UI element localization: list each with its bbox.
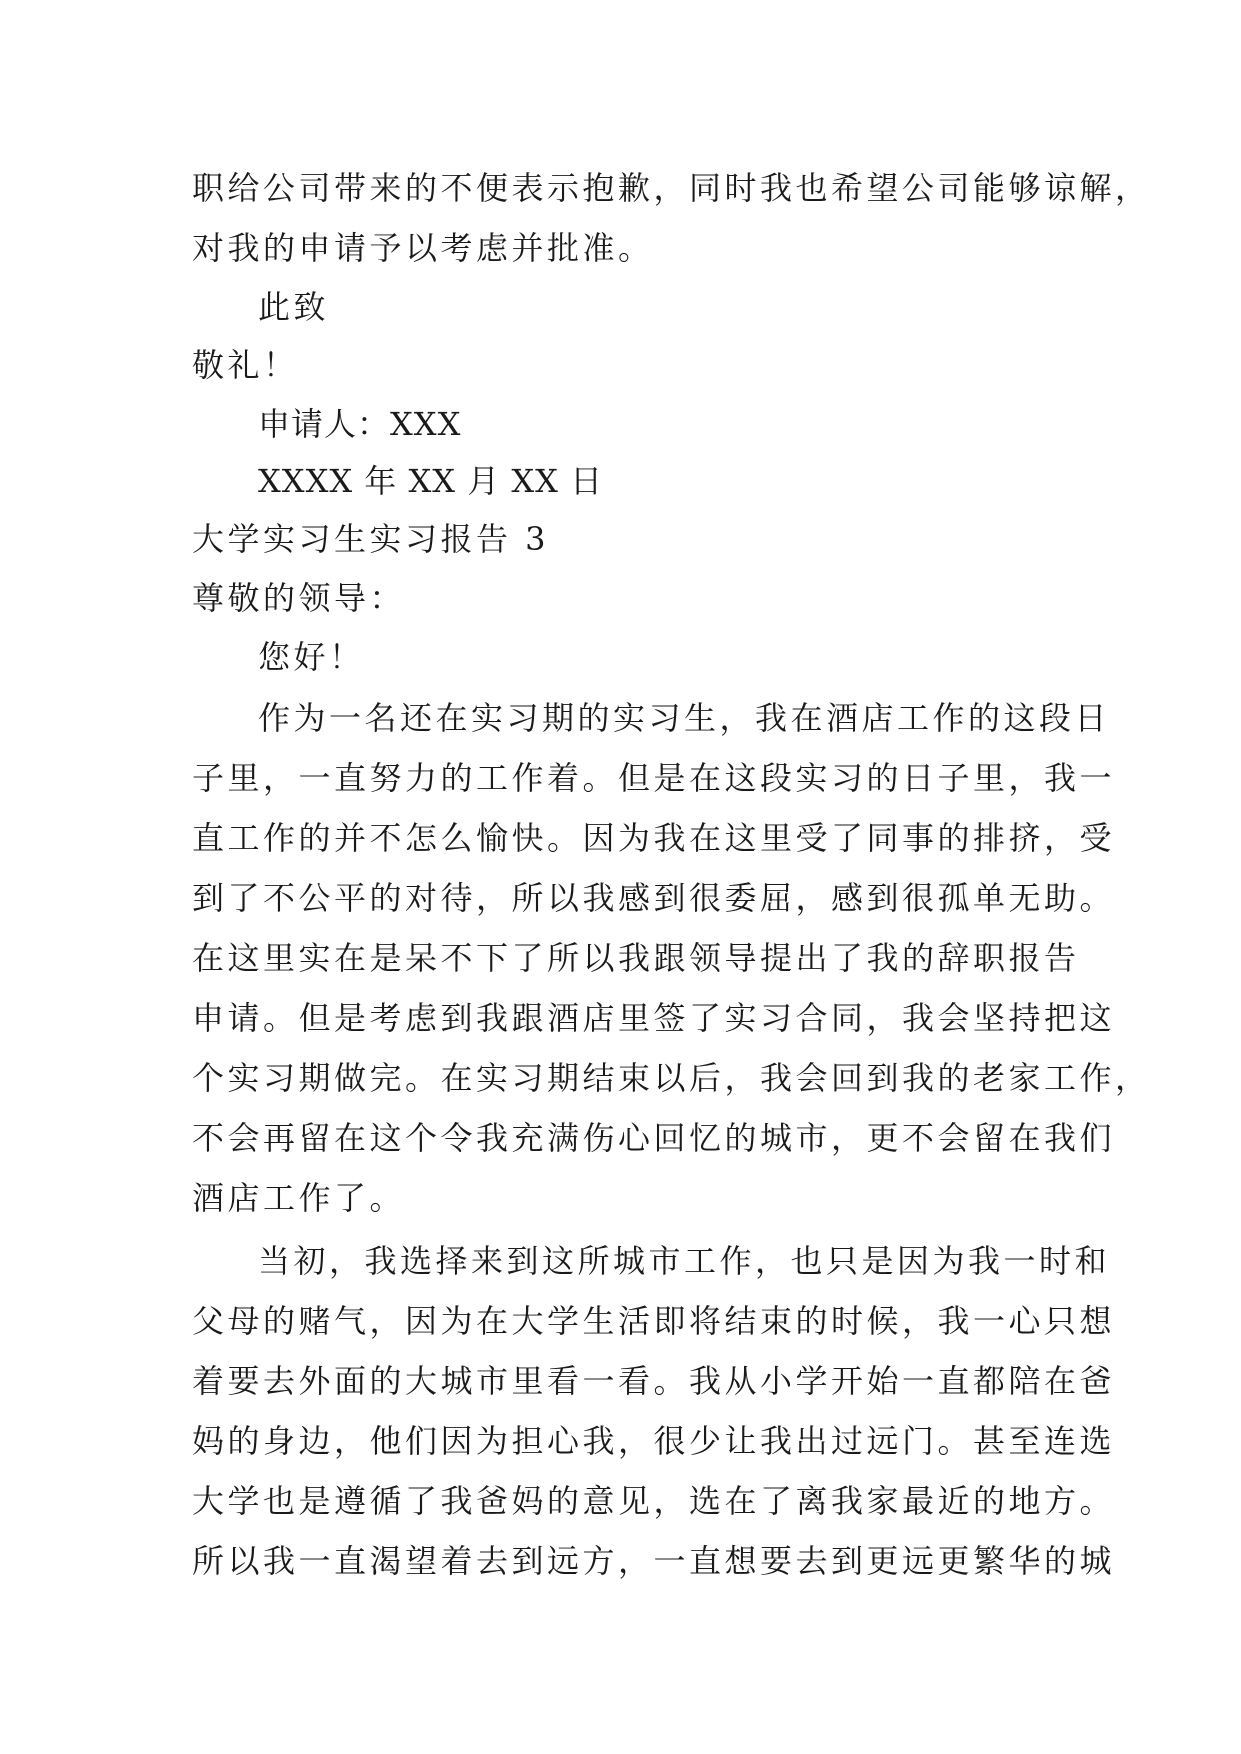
section-heading: 大学实习生实习报告 3 [192, 520, 550, 558]
body-line: 申请。但是考虑到我跟酒店里签了实习合同，我会坚持把这 [192, 999, 1116, 1037]
letter-salutation: 您好！ [258, 638, 365, 676]
body-line: 着要去外面的大城市里看一看。我从小学开始一直都陪在爸 [192, 1362, 1116, 1400]
letter-greeting: 尊敬的领导： [192, 579, 406, 617]
body-line: 到了不公平的对待，所以我感到很委屈，感到很孤单无助。 [192, 879, 1116, 917]
applicant-signature: 申请人：XXX [258, 405, 462, 443]
body-line: 大学也是遵循了我爸妈的意见，选在了离我家最近的地方。 [192, 1482, 1116, 1520]
body-line: 当初，我选择来到这所城市工作，也只是因为我一时和 [258, 1242, 1111, 1280]
signature-date: XXXX 年 XX 月 XX 日 [258, 462, 604, 500]
body-line: 子里，一直努力的工作着。但是在这段实习的日子里，我一 [192, 759, 1116, 797]
body-line: 酒店工作了。 [192, 1179, 406, 1217]
closing-salutation: 此致 [258, 288, 330, 326]
closing-respect: 敬礼！ [192, 346, 299, 384]
body-line: 对我的申请予以考虑并批准。 [192, 229, 654, 267]
body-line: 直工作的并不怎么愉快。因为我在这里受了同事的排挤，受 [192, 819, 1116, 857]
body-line: 个实习期做完。在实习期结束以后，我会回到我的老家工作， [192, 1059, 1151, 1097]
body-line: 作为一名还在实习期的实习生，我在酒店工作的这段日 [258, 699, 1111, 737]
body-line: 职给公司带来的不便表示抱歉，同时我也希望公司能够谅解， [192, 169, 1151, 207]
body-line: 不会再留在这个令我充满伤心回忆的城市，更不会留在我们 [192, 1119, 1116, 1157]
body-line: 所以我一直渴望着去到远方，一直想要去到更远更繁华的城 [192, 1542, 1116, 1580]
body-line: 妈的身边，他们因为担心我，很少让我出过远门。甚至连选 [192, 1422, 1116, 1460]
body-line: 父母的赌气，因为在大学生活即将结束的时候，我一心只想 [192, 1302, 1116, 1340]
body-line: 在这里实在是呆不下了所以我跟领导提出了我的辞职报告 [192, 939, 1080, 977]
